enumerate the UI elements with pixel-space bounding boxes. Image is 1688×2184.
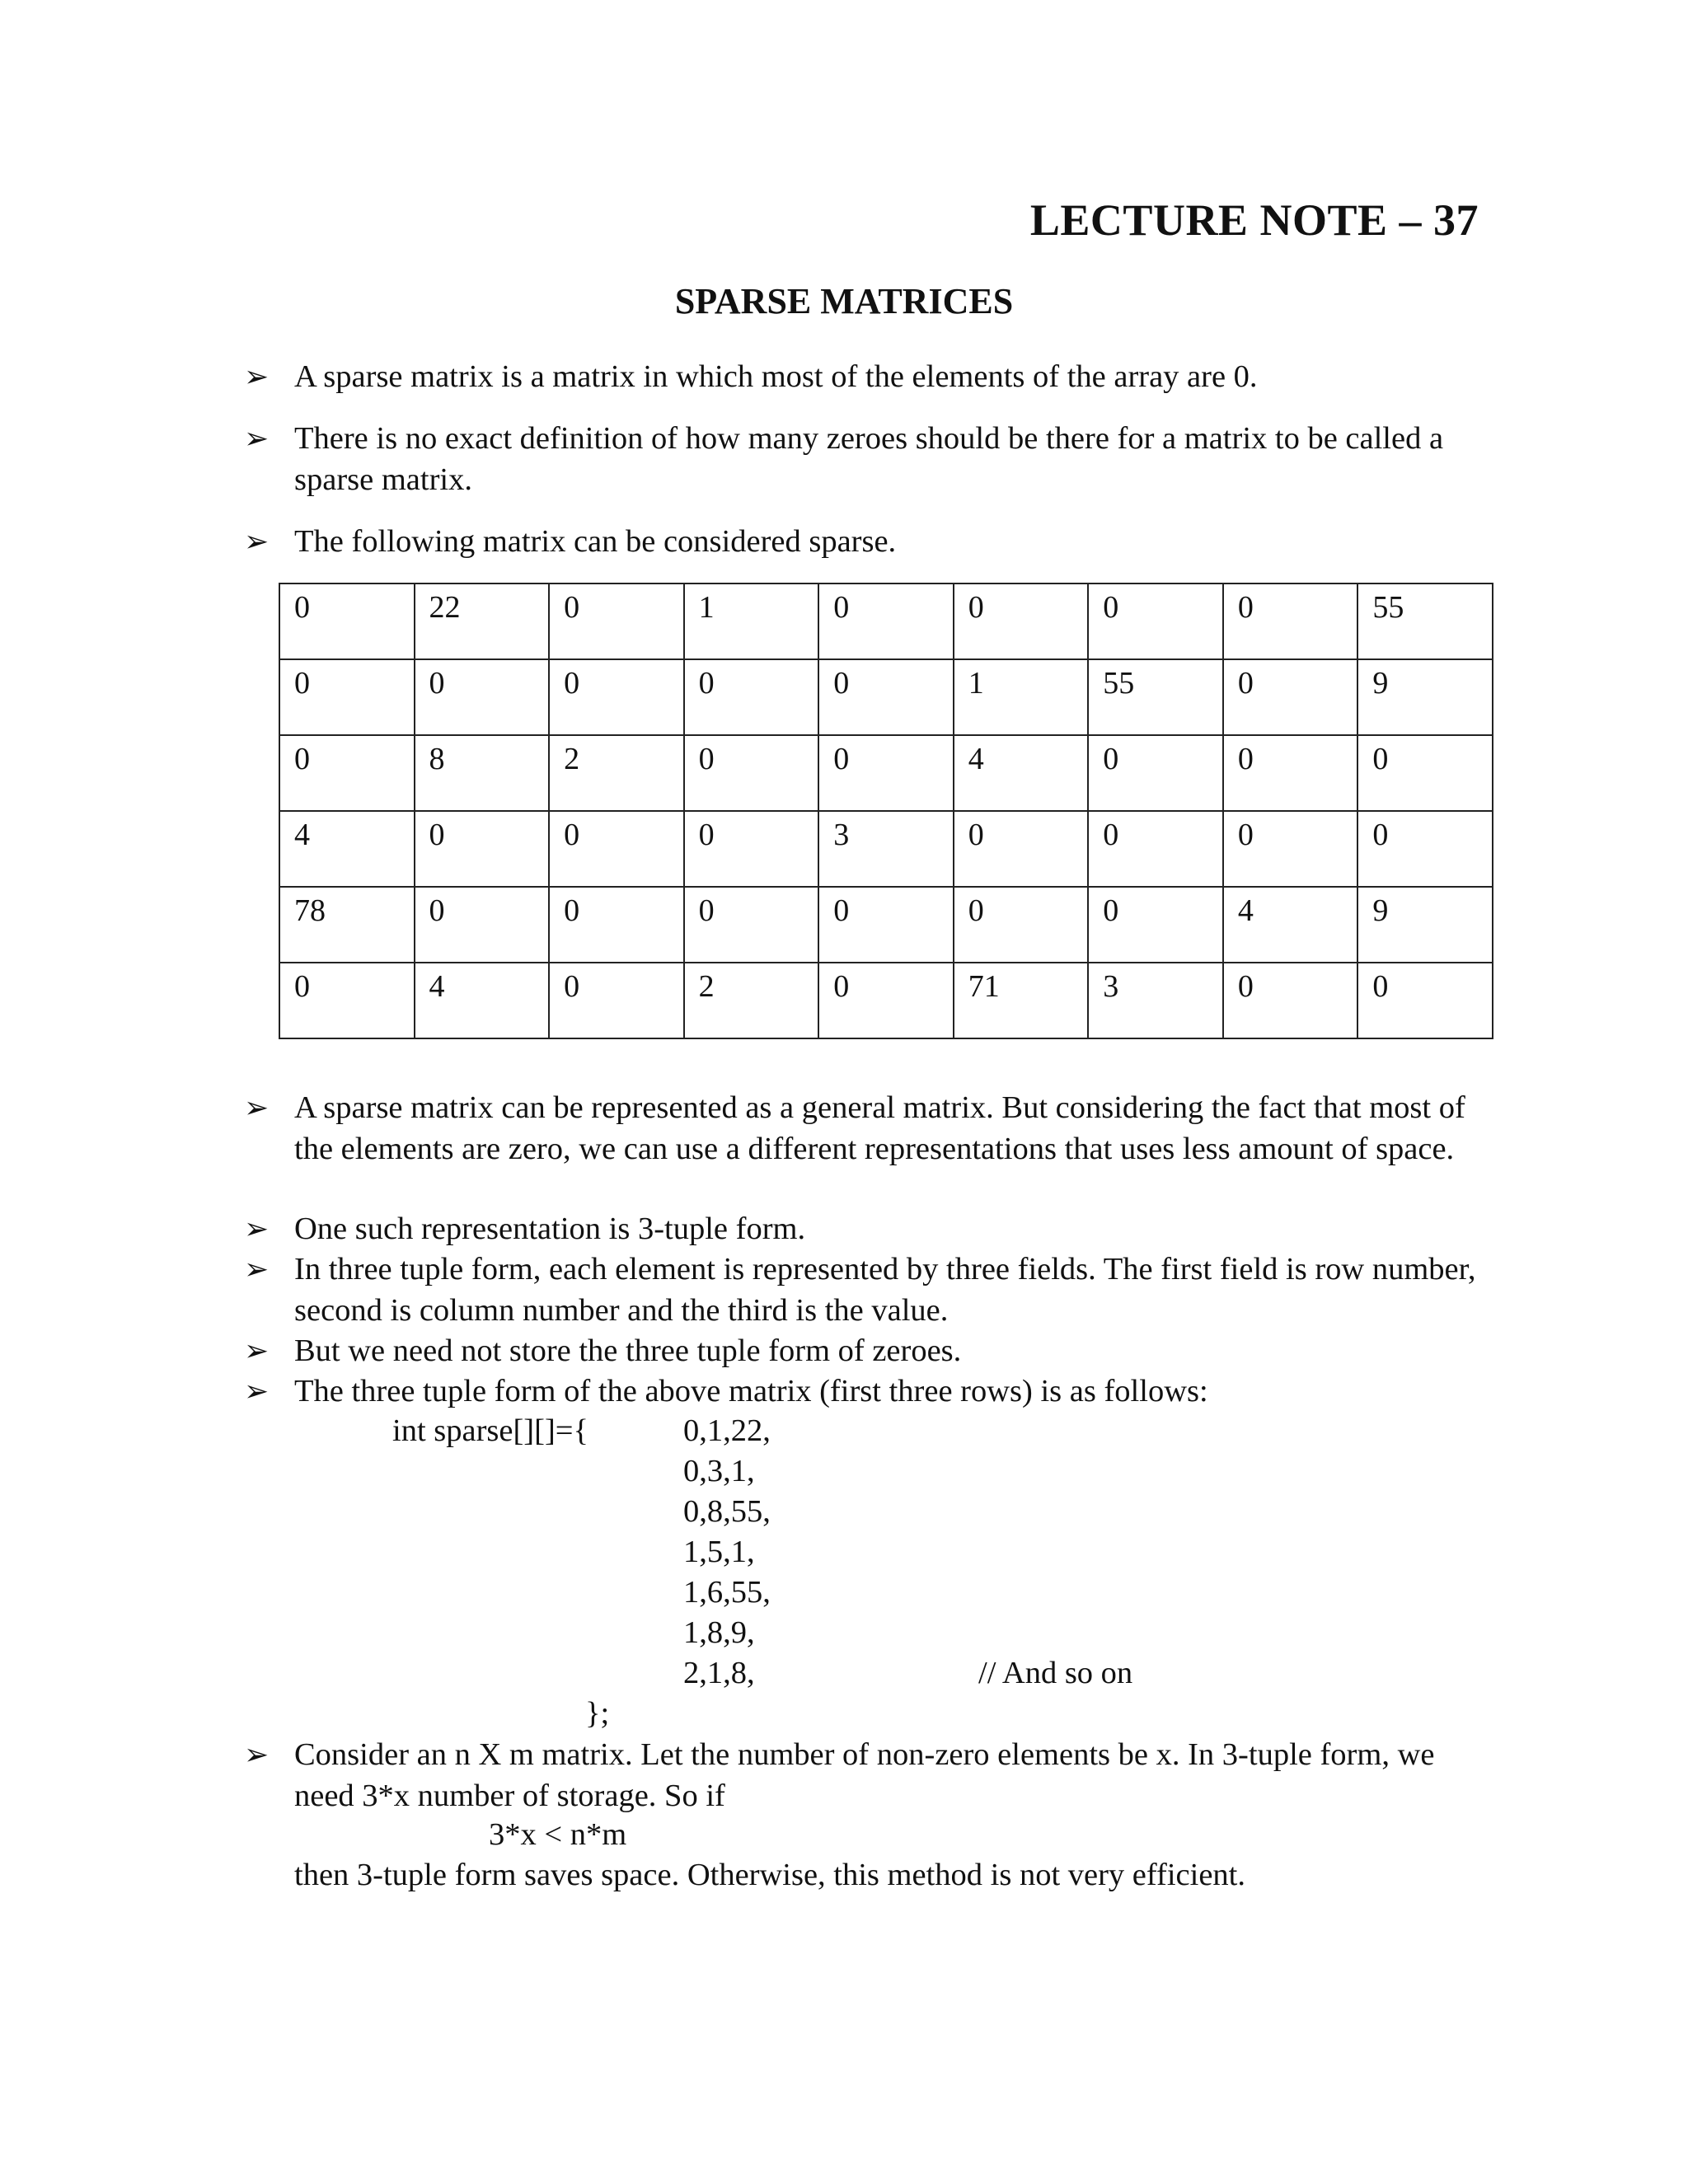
matrix-cell: 0 — [818, 735, 954, 811]
bullet-arrow-icon: ➢ — [244, 360, 270, 393]
intro-bullet-3: The following matrix can be considered sparse. — [294, 524, 897, 559]
sparse-matrix-table — [279, 583, 1493, 1039]
code-tuple: 0,8,55, — [683, 1494, 771, 1529]
matrix-cell: 0 — [279, 963, 415, 1038]
bullet-arrow-icon: ➢ — [244, 1212, 270, 1245]
intro-bullet-2: There is no exact definition of how many zeroes should be there for a matrix to be called a sparse matrix. — [294, 421, 1444, 497]
matrix-cell: 0 — [954, 811, 1089, 887]
matrix-cell: 0 — [1357, 963, 1493, 1038]
code-tuple: 0,3,1, — [683, 1454, 755, 1488]
matrix-cell: 71 — [954, 963, 1089, 1038]
bullet-arrow-icon: ➢ — [244, 422, 270, 455]
matrix-cell: 0 — [818, 659, 954, 735]
matrix-row — [279, 735, 1493, 811]
matrix-row — [279, 583, 1493, 659]
bullet-arrow-icon: ➢ — [244, 1738, 270, 1771]
storage-bullet: Consider an n X m matrix. Let the number of non-zero elements be x. In 3-tuple form, we need 3*x number of storage. So if — [294, 1737, 1435, 1813]
matrix-cell: 0 — [1357, 735, 1493, 811]
code-declaration: int sparse[][]={ — [392, 1413, 588, 1448]
lecture-note-header: LECTURE NOTE – 37 — [1029, 195, 1479, 245]
matrix-cell: 9 — [1357, 659, 1493, 735]
bullet-arrow-icon: ➢ — [244, 1091, 270, 1124]
matrix-cell: 0 — [549, 963, 684, 1038]
matrix-cell: 0 — [684, 735, 819, 811]
matrix-cell: 0 — [684, 811, 819, 887]
matrix-cell: 4 — [415, 963, 550, 1038]
matrix-cell: 0 — [415, 811, 550, 887]
representation-bullet-5: The three tuple form of the above matrix (first three rows) is as follows: — [294, 1374, 1208, 1408]
matrix-row — [279, 887, 1493, 963]
matrix-cell: 0 — [684, 659, 819, 735]
matrix-cell: 2 — [549, 735, 684, 811]
storage-condition: 3*x < n*m — [489, 1817, 627, 1852]
bullet-arrow-icon: ➢ — [244, 525, 270, 558]
bullet-arrow-icon: ➢ — [244, 1253, 270, 1286]
page-title: SPARSE MATRICES — [674, 281, 1014, 321]
matrix-cell: 22 — [415, 583, 550, 659]
matrix-cell: 0 — [415, 887, 550, 963]
matrix-cell: 0 — [549, 659, 684, 735]
matrix-cell: 0 — [279, 735, 415, 811]
representation-bullet-3: In three tuple form, each element is represented by three fields. The first field is row number, second is column number and the third is the value. — [294, 1252, 1476, 1328]
matrix-cell: 0 — [954, 887, 1089, 963]
matrix-cell: 0 — [684, 887, 819, 963]
representation-bullet-1: A sparse matrix can be represented as a general matrix. But considering the fact that most of the elements are zero, we can use a different representations that uses less amount of space. — [294, 1090, 1465, 1166]
matrix-cell: 0 — [1223, 659, 1358, 735]
matrix-cell: 1 — [954, 659, 1089, 735]
code-tuple: 1,6,55, — [683, 1575, 771, 1610]
representation-bullet-2: One such representation is 3-tuple form. — [294, 1212, 806, 1246]
matrix-cell: 0 — [954, 583, 1089, 659]
matrix-cell: 55 — [1088, 659, 1223, 735]
matrix-row — [279, 659, 1493, 735]
code-tuple: 1,8,9, — [683, 1615, 755, 1650]
matrix-cell: 2 — [684, 963, 819, 1038]
matrix-cell: 4 — [279, 811, 415, 887]
matrix-cell: 55 — [1357, 583, 1493, 659]
matrix-cell: 0 — [279, 583, 415, 659]
matrix-cell: 0 — [1088, 811, 1223, 887]
matrix-cell: 0 — [1223, 811, 1358, 887]
code-closing: }; — [585, 1696, 610, 1731]
representation-bullet-4: But we need not store the three tuple form of zeroes. — [294, 1333, 962, 1368]
code-comment: // And so on — [978, 1656, 1133, 1690]
matrix-cell: 0 — [1357, 811, 1493, 887]
intro-bullet-1: A sparse matrix is a matrix in which most of the elements of the array are 0. — [294, 359, 1258, 394]
bullet-arrow-icon: ➢ — [244, 1375, 270, 1408]
storage-conclusion: then 3-tuple form saves space. Otherwise, this method is not very efficient. — [294, 1858, 1245, 1892]
matrix-cell: 0 — [818, 583, 954, 659]
matrix-cell: 3 — [818, 811, 954, 887]
code-tuple: 1,5,1, — [683, 1535, 755, 1569]
matrix-cell: 4 — [954, 735, 1089, 811]
matrix-cell: 0 — [1088, 583, 1223, 659]
matrix-cell: 0 — [549, 583, 684, 659]
code-tuple: 2,1,8, — [683, 1656, 755, 1690]
matrix-cell: 4 — [1223, 887, 1358, 963]
matrix-cell: 0 — [1223, 583, 1358, 659]
matrix-cell: 0 — [818, 963, 954, 1038]
matrix-cell: 9 — [1357, 887, 1493, 963]
code-tuple: 0,1,22, — [683, 1413, 771, 1448]
matrix-cell: 1 — [684, 583, 819, 659]
matrix-cell: 3 — [1088, 963, 1223, 1038]
matrix-row — [279, 811, 1493, 887]
matrix-row — [279, 963, 1493, 1038]
matrix-cell: 0 — [279, 659, 415, 735]
matrix-cell: 0 — [549, 887, 684, 963]
matrix-cell: 0 — [549, 811, 684, 887]
matrix-cell: 78 — [279, 887, 415, 963]
matrix-cell: 0 — [415, 659, 550, 735]
matrix-cell: 0 — [1223, 963, 1358, 1038]
matrix-cell: 0 — [1223, 735, 1358, 811]
matrix-cell: 8 — [415, 735, 550, 811]
matrix-cell: 0 — [1088, 887, 1223, 963]
bullet-arrow-icon: ➢ — [244, 1334, 270, 1367]
matrix-cell: 0 — [1088, 735, 1223, 811]
matrix-cell: 0 — [818, 887, 954, 963]
